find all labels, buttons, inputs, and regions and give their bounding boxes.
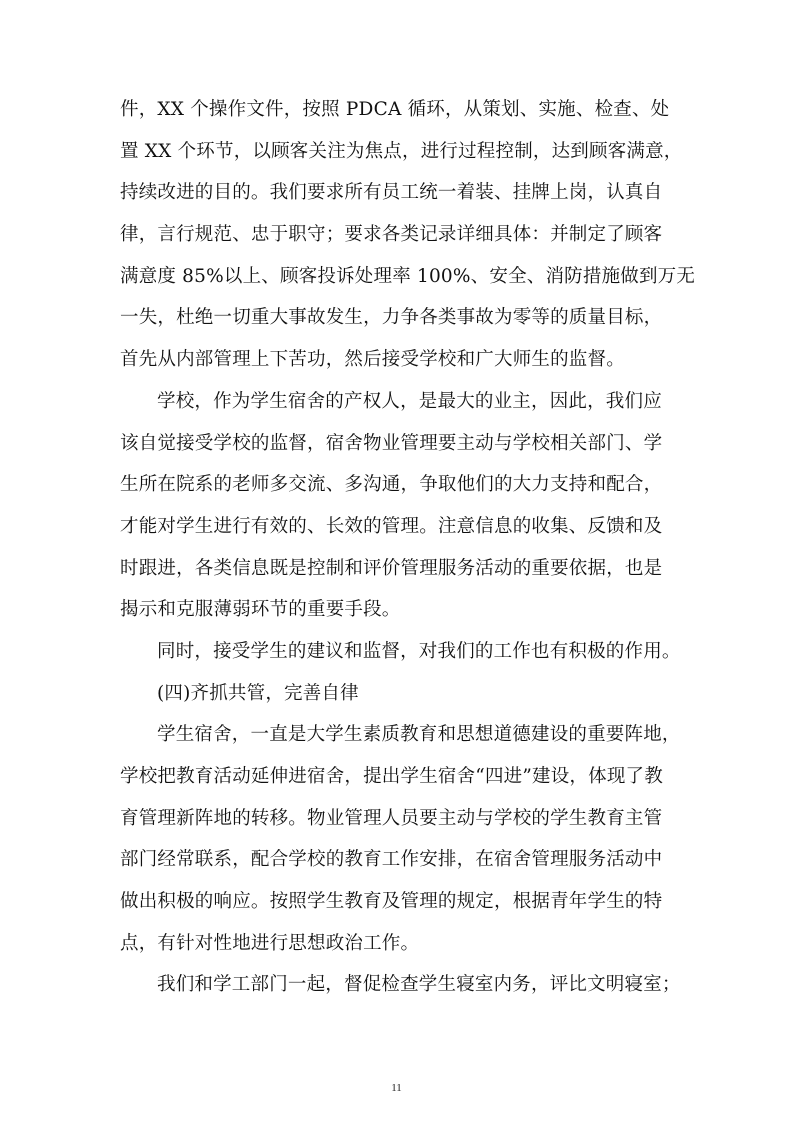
- text-line: 持续改进的目的。我们要求所有员工统一着装、挂牌上岗，认真自: [120, 182, 663, 204]
- text-line: 时跟进，各类信息既是控制和评价管理服务活动的重要依据，也是: [120, 557, 663, 579]
- text-line: 揭示和克服薄弱环节的重要手段。: [120, 599, 401, 621]
- text-line: 才能对学生进行有效的、长效的管理。注意信息的收集、反馈和及: [120, 515, 663, 537]
- text-line: 育管理新阵地的转移。物业管理人员要主动与学校的学生教育主管: [120, 807, 663, 829]
- text-line: 同时，接受学生的建议和监督，对我们的工作也有积极的作用。: [157, 640, 681, 662]
- text-line: 该自觉接受学校的监督，宿舍物业管理要主动与学校相关部门、学: [120, 432, 663, 454]
- text-line: 律，言行规范、忠于职守；要求各类记录详细具体：并制定了顾客: [120, 224, 663, 246]
- text-line: 学校把教育活动延伸进宿舍，提出学生宿舍“四进”建设，体现了教: [120, 766, 663, 787]
- text-line: 满意度 85%以上、顾客投诉处理率 100%、安全、消防措施做到万无: [120, 265, 696, 287]
- page-number: 11: [391, 1082, 402, 1094]
- text-line: 件，XX 个操作文件，按照 PDCA 循环，从策划、实施、检查、处: [120, 99, 670, 120]
- text-line: 学生宿舍，一直是大学生素质教育和思想道德建设的重要阵地，: [157, 724, 681, 746]
- text-line: 点，有针对性地进行思想政治工作。: [120, 932, 420, 954]
- text-line: 一失，杜绝一切重大事故发生，力争各类事故为零等的质量目标，: [120, 307, 663, 329]
- text-line: 部门经常联系，配合学校的教育工作安排，在宿舍管理服务活动中: [120, 849, 663, 871]
- text-line: 我们和学工部门一起，督促检查学生寝室内务，评比文明寝室；: [157, 974, 681, 996]
- text-line: 做出积极的响应。按照学生教育及管理的规定，根据青年学生的特: [120, 891, 663, 913]
- text-line: 首先从内部管理上下苦功，然后接受学校和广大师生的监督。: [120, 349, 625, 371]
- section-heading: (四)齐抓共管，完善自律: [157, 682, 359, 704]
- text-line: 学校，作为学生宿舍的产权人，是最大的业主，因此，我们应: [157, 390, 662, 412]
- text-line: 置 XX 个环节，以顾客关注为焦点，进行过程控制，达到顾客满意，: [120, 140, 683, 162]
- body-text: [120, 89, 696, 1006]
- text-line: 生所在院系的老师多交流、多沟通，争取他们的大力支持和配合，: [120, 474, 663, 496]
